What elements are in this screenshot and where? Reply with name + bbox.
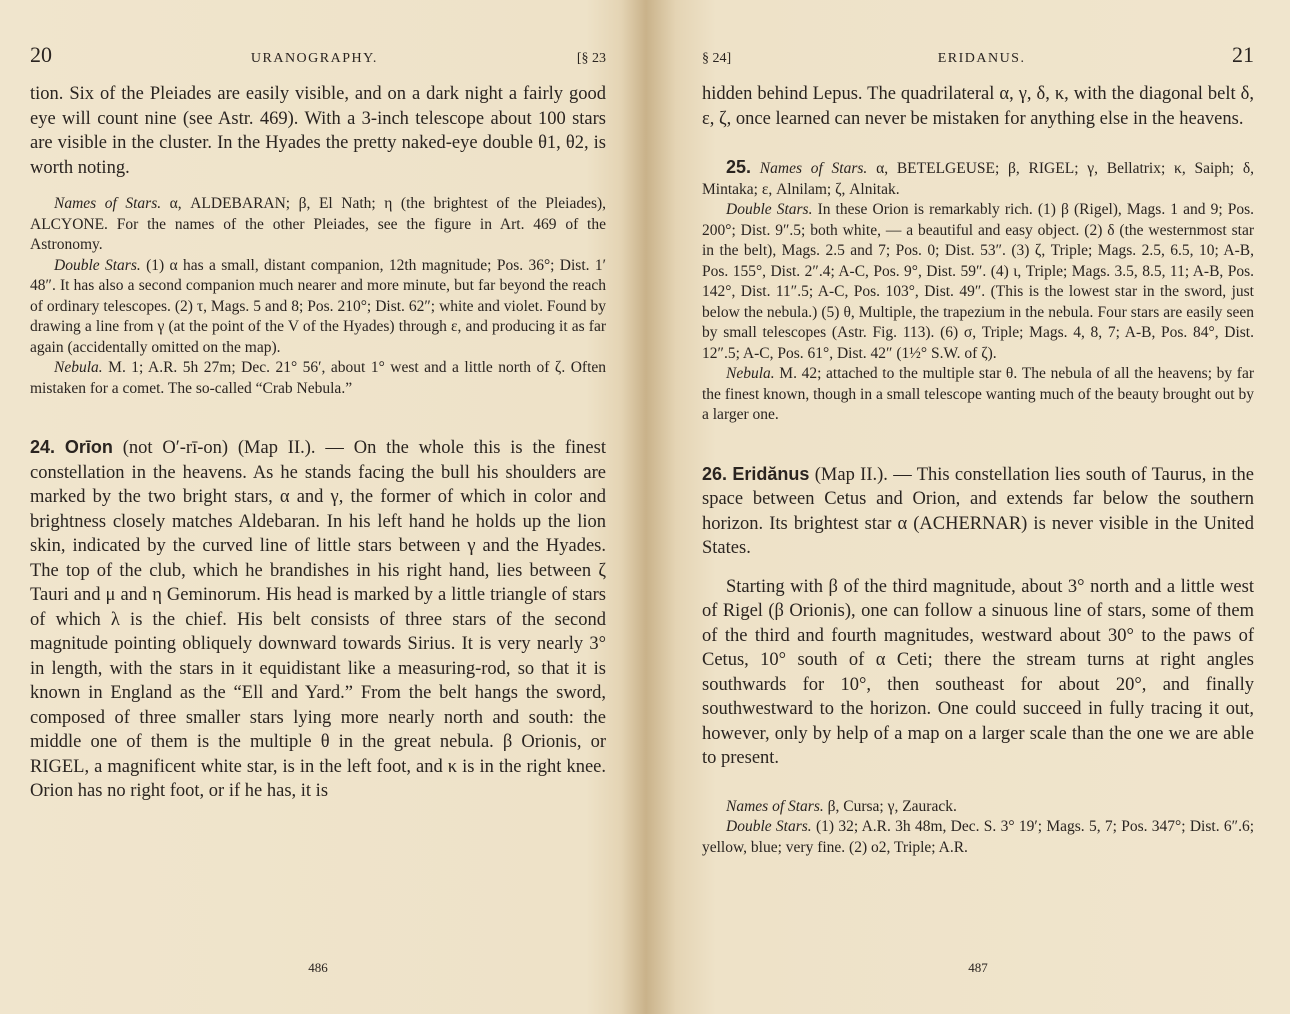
left-page-header [30, 42, 606, 82]
paragraph: tion. Six of the Pleiades are easily visible, and on a dark night a fairly good eye will count nine (see Astr. 469). With a 3-inch telescope about 100 stars are visible in the cluster. In the Hyades the pretty naked-eye double θ1, θ2, is worth noting. [30, 84, 606, 178]
page-signature: 487 [968, 960, 988, 975]
section-text: (not O′-rī-on) (Map II.). — On the whole this is the finest constellation in the heavens. As he stands facing the bull his shoulders are marked by the two bright stars, α and γ, the former of which in color and brightness closely matches Aldebaran. In his left hand he holds up the lion skin, indicated by the curved line of little stars between γ and the Hyades. The top of the club, which he brandishes in his right hand, lies between ζ Tauri and μ and η Geminorum. His head is marked by a little triangle of stars of which λ is the chief. His belt consists of three stars of the second magnitude pointing obliquely downward towards Sirius. It is very nearly 3° in length, with the stars in it equidistant like a measuring-rod, so that it is known in England as the “Ell and Yard.” From the belt hangs the sword, composed of three smaller stars lying more nearly north and south: the middle one of them is the multiple θ in the great nebula. β Orionis, or RIGEL, a magnificent white star, is in the left foot, and κ is in the right knee. Orion has no right foot, or if he has, it is [30, 438, 606, 801]
section-title: Orīon [64, 437, 113, 457]
section-number: 25. [726, 157, 752, 177]
label: Names of Stars. [726, 797, 824, 815]
section-ref: § 24] [702, 51, 732, 66]
running-head: ERIDANUS. [937, 51, 1026, 66]
right-page-header [702, 42, 1254, 82]
text: (1) 32; A.R. 3h 48m, Dec. S. 3° 19′; Mags. 5, 7; Pos. 347°; Dist. 6″.6; yellow, blue; very fine. (2) o2, Triple; A.R. [702, 818, 1254, 856]
running-head: URANOGRAPHY. [250, 51, 378, 66]
section-26 [702, 462, 1254, 561]
double-stars [702, 817, 1254, 858]
section-24 [30, 435, 606, 804]
page-number: 20 [30, 42, 52, 67]
section-number: 24. [30, 437, 56, 457]
text: M. 42; attached to the multiple star θ. The nebula of all the heavens; by far the finest known, though in a small telescope wanting much of the beauty brought out by a larger one. [702, 365, 1254, 423]
section-number: 26. [702, 463, 728, 484]
page-signature: 486 [308, 960, 328, 975]
paragraph: hidden behind Lepus. The quadrilateral α, γ, δ, κ, with the diagonal belt δ, ε, ζ, once learned can never be mistaken for anything else in the heavens. [702, 84, 1254, 129]
right-page [646, 0, 1290, 1014]
label: Double Stars. [726, 818, 812, 835]
nebula [30, 358, 606, 399]
names-of-stars [702, 157, 1254, 200]
text: α, ALDEBARAN; β, El Nath; η (the brightest of the Pleiades), ALCYONE. For the names of the other Pleiades, see the figure in Art. 469 of the Astronomy. [30, 195, 607, 253]
label: Names of Stars. [54, 195, 162, 212]
nebula [702, 364, 1254, 426]
label: Nebula. [726, 365, 775, 382]
double-stars [30, 256, 606, 359]
label: Double Stars. [726, 201, 813, 218]
paragraph: Starting with β of the third magnitude, about 3° north and a little west of Rigel (β Orionis), one can follow a sinuous line of stars, some of them of the third and fourth magnitudes, westward about 30° to the paws of Cetus, 10° south of α Ceti; there the stream turns at right angles southwards for 10°, then southeast for about 20°, and finally southwestward to the horizon. One could succeed in fully tracing it out, however, only by help of a map on a larger scale than the one we are able to present. [702, 576, 1254, 768]
names-of-stars [702, 797, 1254, 818]
text: M. 1; A.R. 5h 27m; Dec. 21° 56′, about 1° west and a little north of ζ. Often mistaken for a comet. The so-called “Crab Nebula.” [30, 359, 606, 397]
section-text: (Map II.). — This constellation lies south of Taurus, in the space between Cetus and Orion, and extends far below the southern horizon. Its brightest star α (ACHERNAR) is never visible in the United States. [702, 464, 1255, 558]
text: α, BETELGEUSE; β, RIGEL; γ, Bellatrix; κ, Saiph; δ, Mintaka; ε, Alnilam; ζ, Alnitak. [702, 160, 1255, 198]
label: Nebula. [54, 359, 103, 376]
text: β, Cursa; γ, Zaurack. [827, 797, 957, 815]
page-number: 21 [1231, 42, 1254, 67]
double-stars [702, 200, 1254, 364]
text: (1) α has a small, distant companion, 12th magnitude; Pos. 36°; Dist. 1′ 48″. It has also a second companion much nearer and more minute, but far beyond the reach of ordinary telescopes. (2) τ, Mags. 5 and 8; Pos. 210°; Dist. 62″; white and violet. Found by drawing a line from γ (at the point of the V of the Hyades) through ε, and producing it as far again (accidentally omitted on the map). [30, 256, 607, 356]
section-title: Eridănus [732, 463, 810, 484]
names-of-stars [30, 194, 606, 256]
label: Double Stars. [54, 256, 141, 274]
text: In these Orion is remarkably rich. (1) β (Rigel), Mags. 1 and 9; Pos. 200°; Dist. 9″.5; both white, — a beautiful and easy object. (2) δ (the westernmost star in the belt), Mags. 2.5 and 7; Pos. 0; Dist. 53″. (3) ζ, Triple; Mags. 2.5, 6.5, 10; A-B, Pos. 155°, Dist. 2″.4; A-C, Pos. 9°, Dist. 59″. (4) ι, Triple; Mags. 3.5, 8.5, 11; A-B, Pos. 142°, Dist. 11″.5; A-C, Pos. 103°, Dist. 49″. (This is the lowest star in the sword, just below the nebula.) (5) θ, Multiple, the trapezium in the nebula. Four stars are easily seen by small telescopes (Astr. Fig. 113). (6) σ, Triple; Mags. 4, 8, 7; A-B, Pos. 84°, Dist. 12″.5; A-C, Pos. 61°, Dist. 42″ (1½° S.W. of ζ). [702, 201, 1255, 362]
label: Names of Stars. [759, 160, 868, 177]
section-ref: [§ 23 [576, 51, 606, 66]
